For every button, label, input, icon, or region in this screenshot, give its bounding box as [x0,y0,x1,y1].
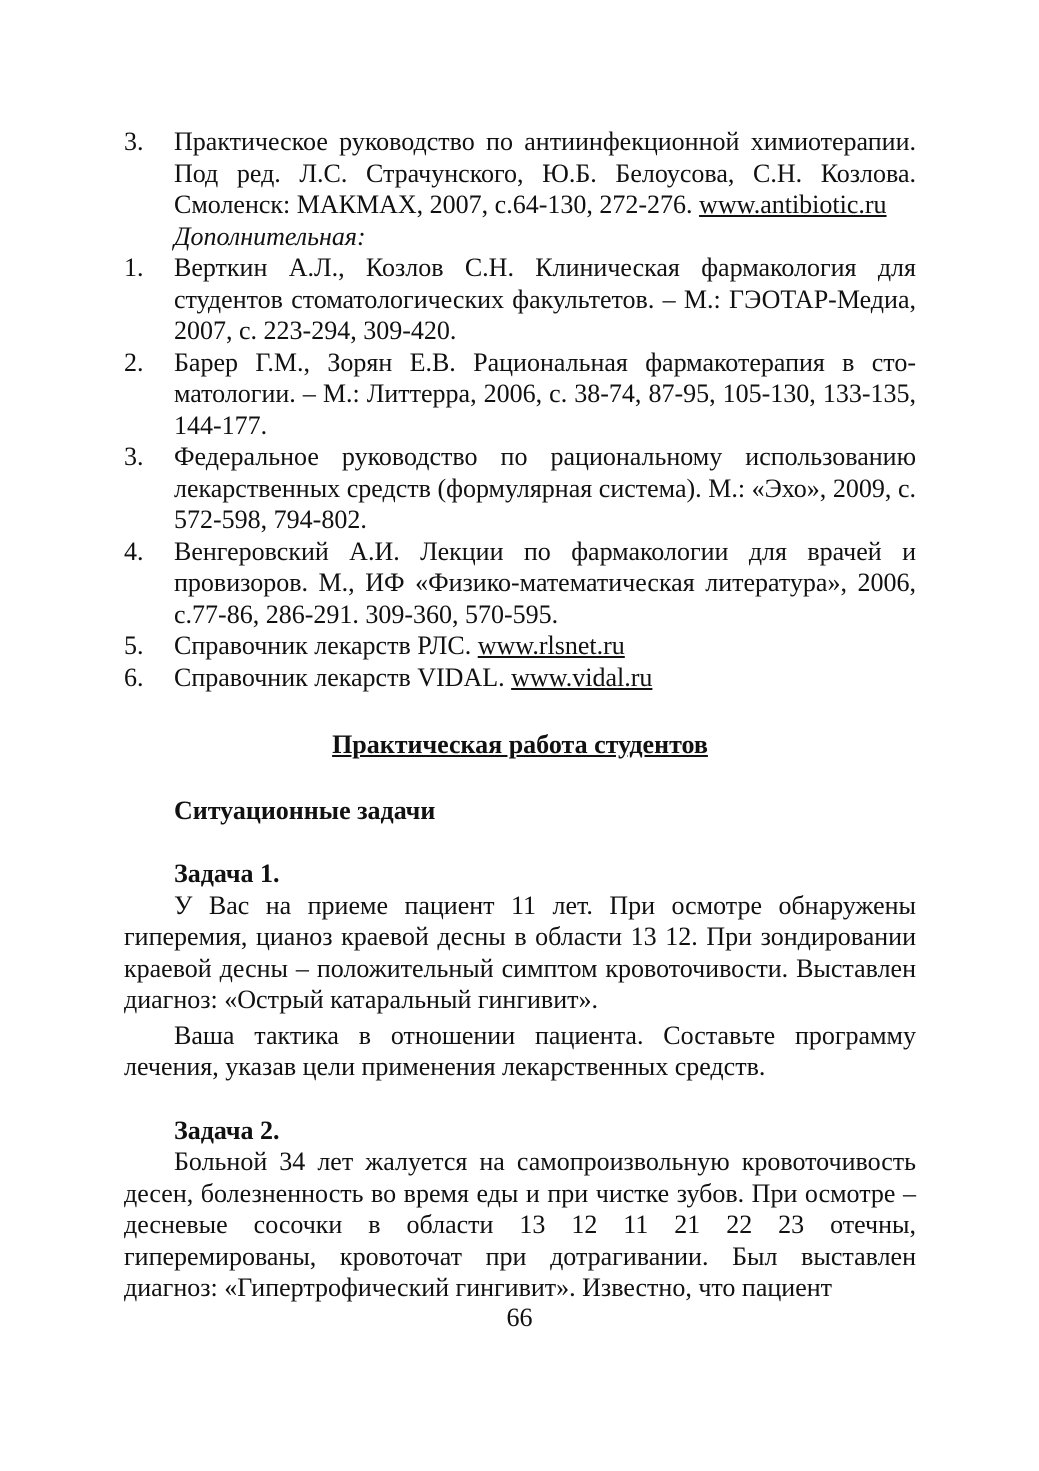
reference-item [124,662,916,694]
task-paragraph: У Вас на приеме пациент 11 лет. При осмотре обнаружены гиперемия, цианоз краевой десны в области 13 12. При зондировании краевой десны – положительный симптом кровоточивости. Выставлен диагноз: «Острый катаральный гингивит». [124,890,916,1014]
task-group-title: Ситуационные задачи [174,795,436,825]
reference-number: 4. [124,536,144,566]
task-title: Задача 1. [174,859,280,888]
reference-text: Федеральное руководство по рациональному использованию лекарственных средств (формулярная система). М.: «Эхо», 2009, с. 572-598, 794-802. [174,442,916,534]
reference-number: 5. [124,631,144,660]
section-title: Практическая работа студентов [332,730,708,759]
reference-number: 1. [124,253,144,282]
reference-item [124,441,916,536]
reference-text: Барер Г.М., Зорян Е.В. Рациональная фармакотерапия в стоматологии. – М.: Литтерра, 2006, с. 38-74, 87-95, 105-130, 133-135, 144-177. [174,347,916,440]
task-paragraph: Ваша тактика в отношении пациента. Составьте программу лечения, указав цели применения лекарственных средств. [124,1020,916,1081]
reference-link[interactable]: www.rlsnet.ru [477,631,625,660]
additional-literature-heading: Дополнительная: [174,221,366,251]
reference-text: Венгеровский А.И. Лекции по фармакологии для врачей и провизоров. М., ИФ «Физико-математическая литература», 2006, с.77-86, 286-291. 309-360, 570-595. [174,536,916,629]
reference-link[interactable]: www.antibiotic.ru [699,190,887,219]
reference-item [124,126,916,221]
reference-text: Справочник лекарств РЛС. [174,631,478,660]
reference-item [124,347,916,442]
reference-item [124,630,916,662]
reference-item [124,536,916,631]
page-number: 66 [506,1303,533,1332]
page-content [124,126,916,1304]
reference-item [124,252,916,347]
task-paragraph: Больной 34 лет жалуется на самопроизвольную кровоточивость десен, болезненность во время еды и при чистке зубов. При осмотре – десневые сосочки в области 13 12 11 21 22 23 отечны, гиперемированы, кровоточат при дотрагивании. Был выставлен диагноз: «Гипертрофический гингивит». Известно, что пациент [124,1147,916,1302]
reference-number: 2. [124,347,144,377]
reference-text: Практическое руководство по антиинфекционной химиотерапии. Под ред. Л.С. Страчунского, Ю.Б. Белоусова, С.Н. Козлова. Смоленск: МАКМАХ, 2007, с.64-130, 272-276. [174,127,916,219]
reference-text: Верткин А.Л., Козлов С.Н. Клиническая фармакология для студентов стоматологических факультетов. – М.: ГЭОТАР-Медиа, 2007, с. 223-294, 309-420. [174,253,916,345]
reference-number: 3. [124,442,144,471]
reference-link[interactable]: www.vidal.ru [511,662,653,692]
reference-number: 6. [124,662,144,692]
reference-text: Справочник лекарств VIDAL. [174,662,512,692]
reference-number: 3. [124,127,144,156]
task-title: Задача 2. [174,1115,280,1145]
